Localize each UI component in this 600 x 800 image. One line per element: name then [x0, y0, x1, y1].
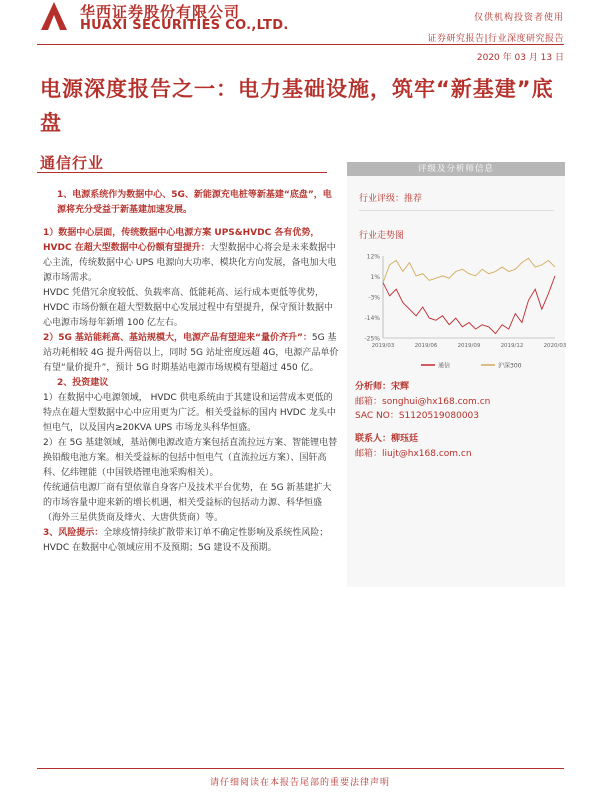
series-line-telecom: [383, 276, 555, 334]
risk-text: 全球疫情持续扩散带来订单不确定性影响及系统性风险； HVDC 在数据中心领域应用不及预期；5G 建设不及预期。: [43, 528, 329, 553]
5g-heading: 2）5G 基站能耗高、基站规模大，电源产品有望迎来“量价齐升”：: [43, 333, 312, 343]
investment-point-1: 1）在数据中心电源领域， HVDC 供电系统由于其建设和运营成本更低的特点在超大型数据中心中应用更为广泛。相关受益标的国内 HVDC 龙头中恒电气，以及国内≥20KVA UPS 市场龙头科华恒盛。: [43, 393, 336, 433]
panel-title: 评级及分析师信息: [347, 162, 565, 176]
hvdc-text: HVDC 凭借冗余度较低、负载率高、低能耗高、运行成本更低等优势，HVDC 市场份额在超大型数据中心发展过程中有望提升，保守预计数据中心电源市场每年新增 100 亿左右。: [43, 288, 334, 328]
y-tick-label: -14%: [364, 315, 380, 322]
company-name-cn: 华西证券股份有限公司: [80, 3, 241, 21]
risk-heading: 3、风险提示：: [43, 528, 104, 538]
5g-text: 5G 基站功耗相较 4G 提升两倍以上，同时 5G 站址密度远超 4G，电源产品单价有望“量价提升”，预计 5G 时期基站电源市场规模有望超过 450 亿。: [43, 333, 339, 373]
industry-label: 通信行业: [40, 154, 105, 172]
summary-body: [43, 188, 339, 556]
analyst-sac: SAC NO：S1120519080003: [355, 411, 479, 421]
trend-chart-title: 行业走势图: [359, 231, 405, 241]
investment-point-3: 传统通信电源厂商有望依靠自身客户及技术平台优势，在 5G 新基建扩大的市场容量中迎来新的增长机遇，相关受益标的包括动力源、科华恒盛（海外三星供货商及烽火、大唐供货商）等。: [43, 483, 332, 523]
summary-point-1: 1、电源系统作为数据中心、5G、新能源充电桩等新基建“底盘”，电源将充分受益于新基建加速发展。: [57, 190, 332, 215]
report-category: 证券研究报告|行业深度研究报告: [427, 34, 564, 44]
legend-label: 通信: [438, 362, 451, 370]
analyst-email-label: 邮箱：: [355, 396, 383, 407]
contact-name: 柳珏廷: [391, 434, 419, 444]
legal-notice: 请仔细阅读在本报告尾部的重要法律声明: [209, 778, 390, 788]
investment-point-2: 2）在 5G 基建领域，基站侧电源改造方案包括直流拉远方案、智能锂电替换铅酸电池方案。相关受益标的包括中恒电气（直流拉远方案）、国轩高科、亿纬锂能（中国铁塔锂电池采购相关）。: [43, 438, 338, 478]
footer-divider: [37, 768, 564, 769]
analyst-label: 分析师：: [355, 382, 392, 392]
legend-label: 沪深300: [498, 362, 522, 370]
data-center-text: 大型数据中心将会是未来数据中心主流，传统数据中心 UPS 电源向大功率、模块化方向发展，备电加大电源市场需求。: [43, 243, 337, 283]
audience-note: 仅供机构投资者使用: [473, 13, 564, 23]
analyst-name: 宋辉: [391, 382, 410, 392]
analyst-info: [355, 380, 560, 424]
y-tick-label: 1%: [370, 274, 380, 281]
contact-info: [355, 432, 560, 461]
x-tick-label: 2019/09: [457, 343, 481, 349]
series-line-hs300: [383, 258, 555, 282]
report-date: 2020 年 03 月 13 日: [476, 53, 564, 63]
analyst-email[interactable]: songhui@hx168.com.cn: [382, 396, 491, 407]
y-tick-label: 12%: [366, 253, 380, 261]
x-tick-label: 2019/12: [500, 343, 524, 349]
x-tick-label: 2019/03: [371, 343, 395, 349]
rating-label: 行业评级：: [359, 194, 405, 204]
contact-email-label: 邮箱：: [355, 448, 383, 459]
company-name-en: HUAXI SECURITIES CO.,LTD.: [80, 18, 289, 33]
x-tick-label: 2020/03: [543, 343, 567, 349]
y-tick-label: -3%: [368, 294, 380, 302]
huaxi-logo-icon: [37, 0, 71, 34]
y-tick-label: -25%: [364, 335, 380, 343]
industry-trend-chart: [359, 250, 567, 375]
rating-divider: [359, 210, 554, 211]
report-title: 电源深度报告之一：电力基础设施，筑牢“新基建”底盘: [40, 77, 554, 135]
rating-value: 推荐: [404, 194, 423, 204]
data-center-heading: 1）数据中心层面，传统数据中心电源方案 UPS&HVDC 各有优势，HVDC 在超大型数据中心份额有望提升：: [43, 228, 320, 253]
x-tick-label: 2019/06: [414, 343, 438, 349]
contact-label: 联系人：: [355, 434, 392, 444]
industry-rating: [359, 191, 422, 204]
investment-heading: 2、投资建议: [57, 378, 109, 388]
contact-email[interactable]: liujt@hx168.com.cn: [382, 448, 472, 459]
header-divider: [37, 44, 564, 45]
industry-divider: [37, 172, 327, 173]
